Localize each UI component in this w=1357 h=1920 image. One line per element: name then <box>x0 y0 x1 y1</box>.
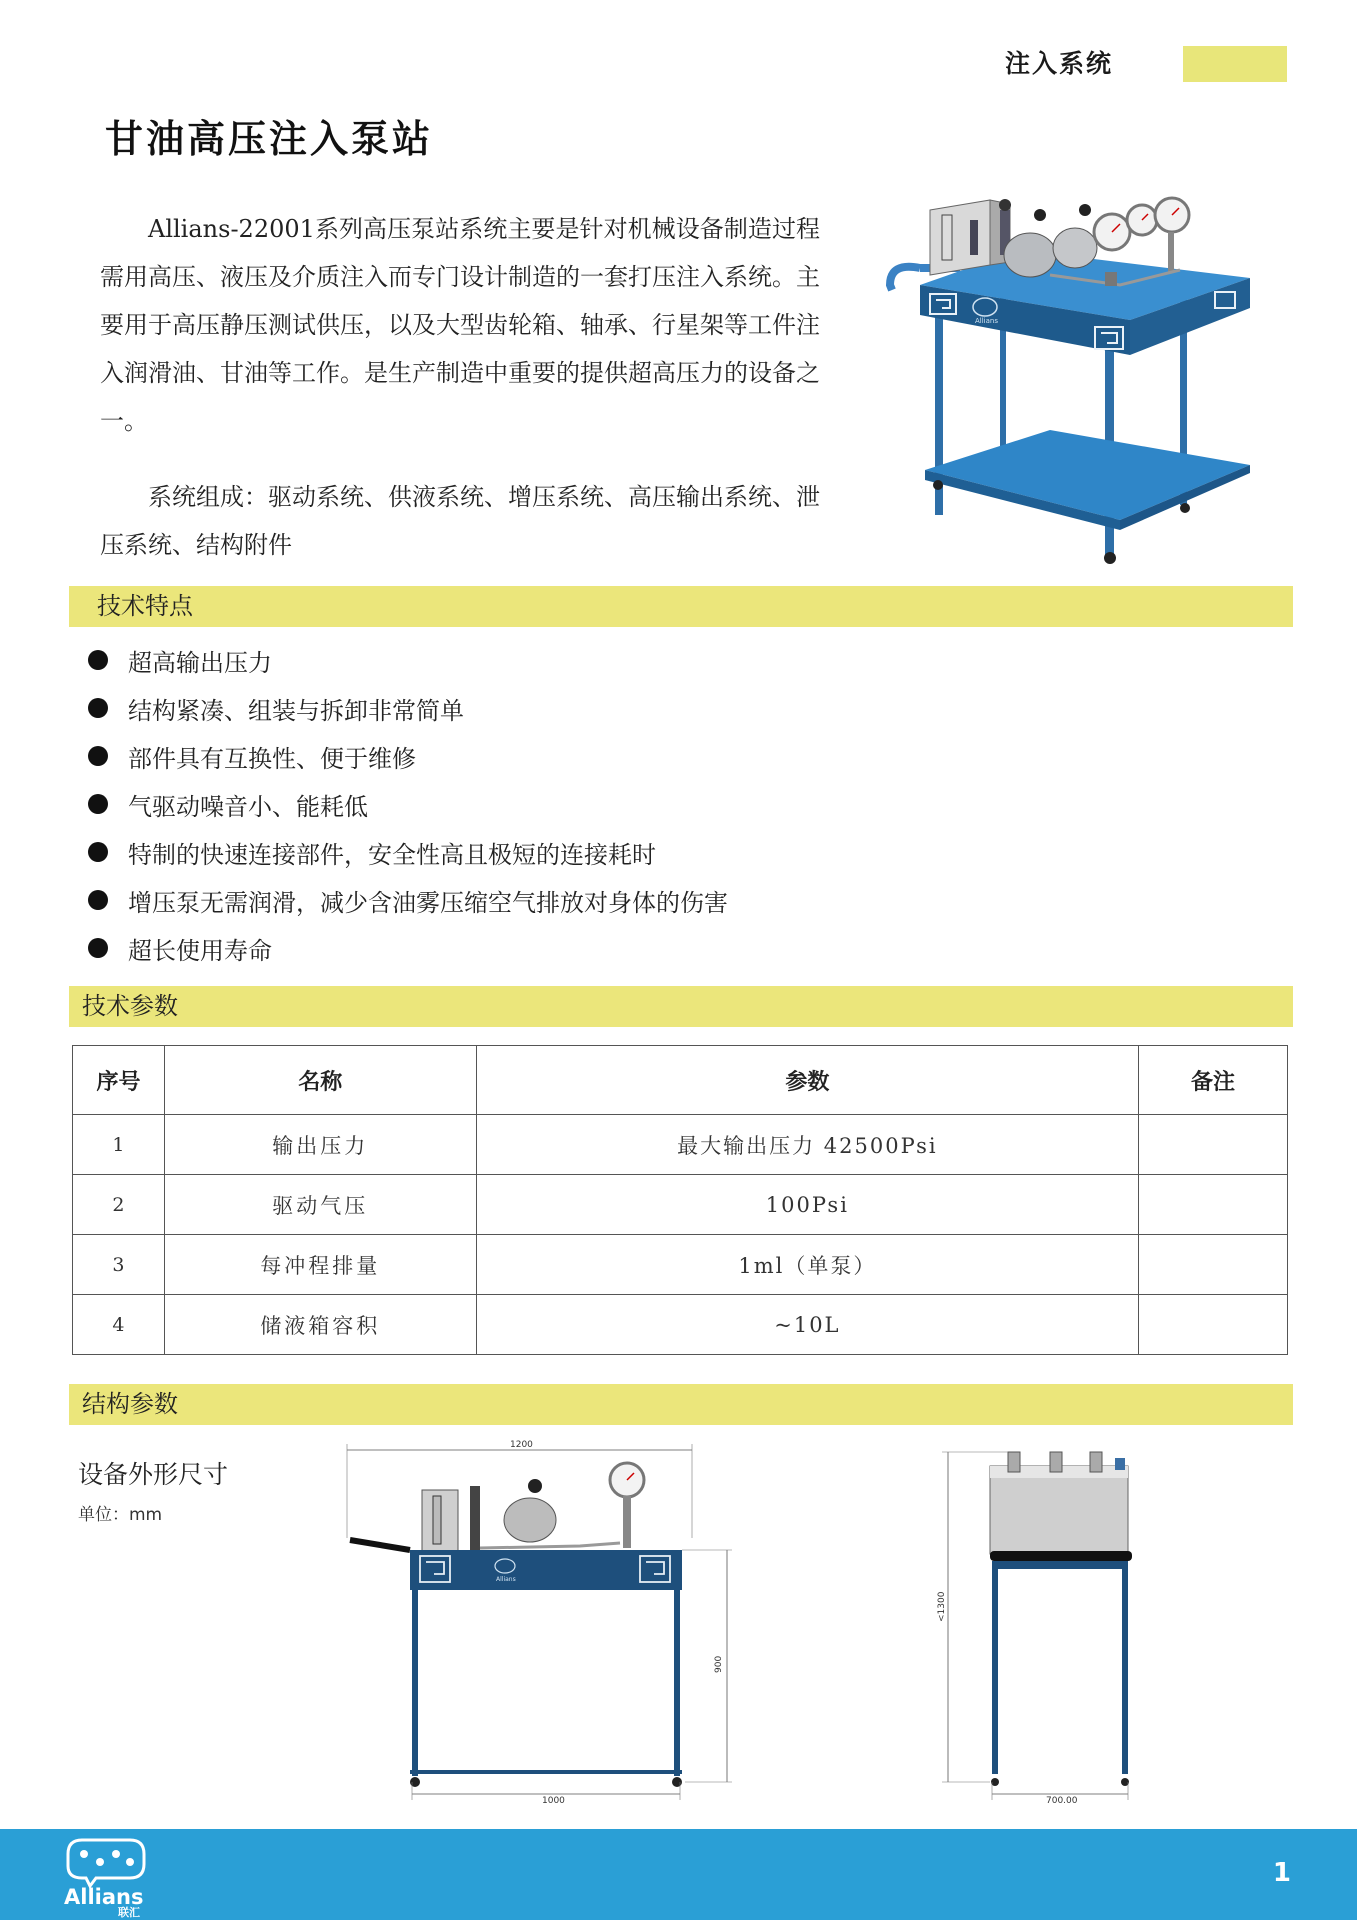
table-header-row <box>73 1046 1288 1115</box>
col-header-value: 参数 <box>476 1046 1138 1115</box>
svg-text:联汇: 联汇 <box>118 1906 140 1919</box>
dimension-bottom-width: 1000 <box>542 1796 565 1806</box>
table-row: 4 储液箱容积 ~10L <box>73 1295 1288 1355</box>
params-section-header: 技术参数 <box>69 986 1293 1027</box>
features-list <box>88 636 728 972</box>
feature-item: 增压泵无需润滑，减少含油雾压缩空气排放对身体的伤害 <box>88 876 728 924</box>
structure-section-header: 结构参数 <box>69 1384 1293 1425</box>
col-header-index: 序号 <box>73 1046 165 1115</box>
header-accent-block <box>1183 46 1287 82</box>
dimension-side-height: <1300 <box>937 1591 947 1622</box>
table-row: 3 每冲程排量 1ml（单泵） <box>73 1235 1288 1295</box>
bullet-icon <box>88 650 108 670</box>
feature-item: 超高输出压力 <box>88 636 728 684</box>
dimension-unit: 单位：mm <box>78 1505 163 1525</box>
bullet-icon <box>88 794 108 814</box>
dimension-top-width: 1200 <box>510 1440 533 1450</box>
page-title: 甘油高压注入泵站 <box>105 117 434 161</box>
dimension-label: 设备外形尺寸 <box>78 1460 229 1489</box>
feature-item: 气驱动噪音小、能耗低 <box>88 780 728 828</box>
bullet-icon <box>88 890 108 910</box>
intro-paragraph: Allians-22001系列高压泵站系统主要是针对机械设备制造过程需用高压、液压及介质注入而专门设计制造的一套打压注入系统。主要用于高压静压测试供压，以及大型齿轮箱、轴承、行星架等工件注入润滑油、甘油等工作。是生产制造中重要的提供超高压力的设备之一。 <box>100 215 820 435</box>
col-header-name: 名称 <box>164 1046 476 1115</box>
table-row: 2 驱动气压 100Psi <box>73 1175 1288 1235</box>
col-header-note: 备注 <box>1139 1046 1288 1115</box>
bullet-icon <box>88 842 108 862</box>
footer-bar <box>0 1829 1357 1920</box>
svg-text:Allians: Allians <box>975 317 998 325</box>
bullet-icon <box>88 938 108 958</box>
page-number: 1 <box>1272 1858 1291 1888</box>
bullet-icon <box>88 698 108 718</box>
dimension-height: 900 <box>714 1655 724 1673</box>
feature-item: 超长使用寿命 <box>88 924 728 972</box>
composition-paragraph: 系统组成：驱动系统、供液系统、增压系统、高压输出系统、泄压系统、结构附件 <box>100 483 820 559</box>
feature-item: 特制的快速连接部件，安全性高且极短的连接耗时 <box>88 828 728 876</box>
side-view-drawing <box>937 1438 1210 1806</box>
front-view-drawing <box>340 1438 740 1804</box>
table-row: 1 输出压力 最大输出压力 42500Psi <box>73 1115 1288 1175</box>
dimension-side-width: 700.00 <box>1046 1796 1078 1806</box>
svg-text:Allians: Allians <box>64 1885 144 1909</box>
feature-item: 结构紧凑、组装与拆卸非常简单 <box>88 684 728 732</box>
allians-logo <box>60 1834 160 1918</box>
feature-item: 部件具有互换性、便于维修 <box>88 732 728 780</box>
features-section-header: 技术特点 <box>69 586 1293 627</box>
params-table <box>72 1045 1288 1355</box>
pump-station-illustration <box>880 190 1250 565</box>
svg-text:Allians: Allians <box>496 1576 516 1583</box>
section-label: 注入系统 <box>1005 49 1114 78</box>
bullet-icon <box>88 746 108 766</box>
